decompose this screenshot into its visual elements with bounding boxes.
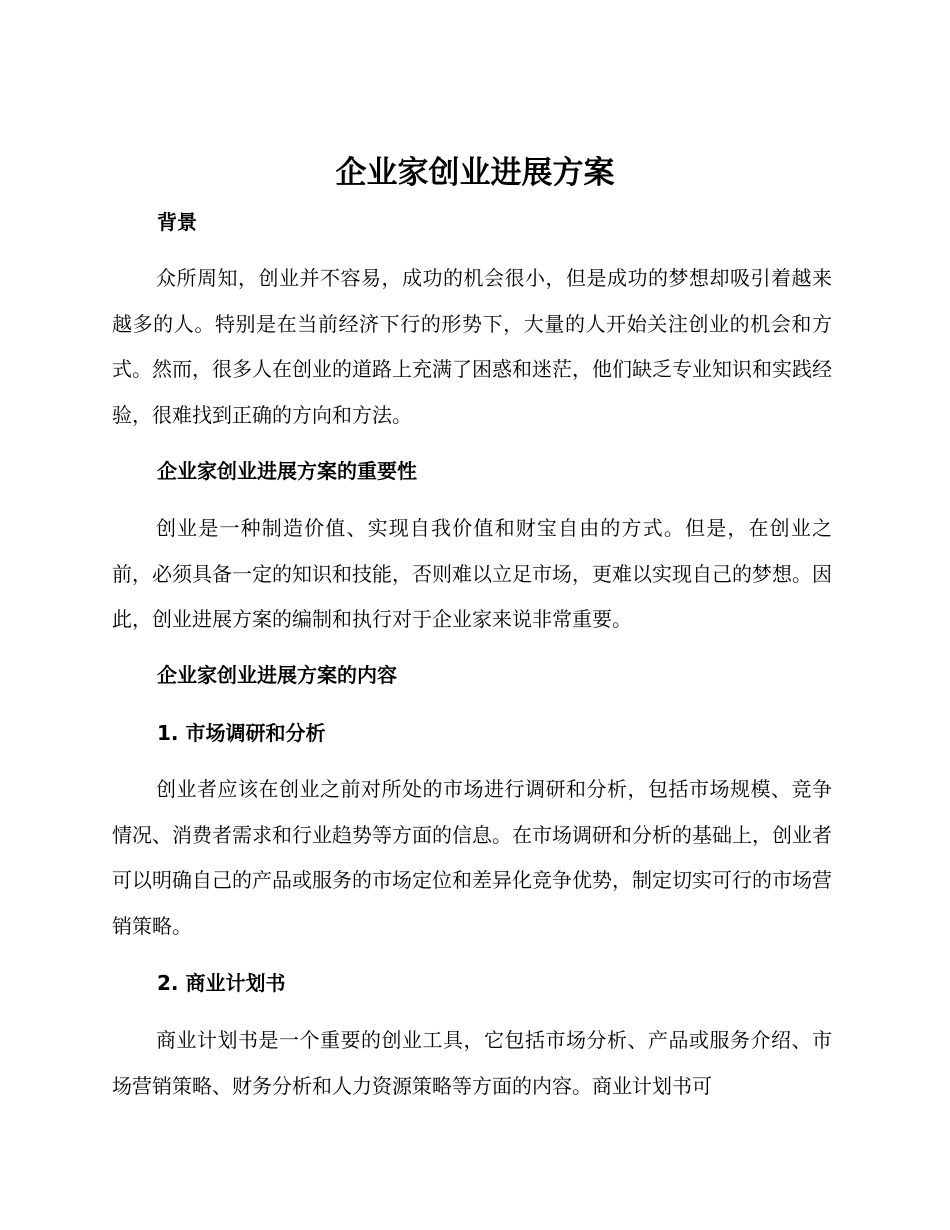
subheading-business-plan: 2. 商业计划书: [157, 971, 286, 995]
paragraph-importance: 创业是一种制造价值、实现自我价值和财宝自由的方式。但是，在创业之前，必须具备一定的知识和技能，否则难以立足市场，更难以实现自己的梦想。因此，创业进展方案的编制和执行对于企业家来说非常重要。: [112, 516, 832, 631]
section-heading-importance: 企业家创业进展方案的重要性: [157, 459, 417, 483]
section-heading-background: 背景: [157, 210, 197, 234]
paragraph-market-research: 创业者应该在创业之前对所处的市场进行调研和分析，包括市场规模、竞争情况、消费者需求和行业趋势等方面的信息。在市场调研和分析的基础上，创业者可以明确自己的产品或服务的市场定位和差异化竞争优势，制定切实可行的市场营销策略。: [112, 777, 832, 938]
subheading-market-research: 1. 市场调研和分析: [157, 721, 326, 745]
document-title: 企业家创业进展方案: [335, 155, 615, 191]
section-heading-content: 企业家创业进展方案的内容: [157, 663, 397, 687]
paragraph-business-plan: 商业计划书是一个重要的创业工具，它包括市场分析、产品或服务介绍、市场营销策略、财务分析和人力资源策略等方面的内容。商业计划书可: [112, 1028, 832, 1098]
paragraph-background: 众所周知，创业并不容易，成功的机会很小，但是成功的梦想却吸引着越来越多的人。特别是在当前经济下行的形势下，大量的人开始关注创业的机会和方式。然而，很多人在创业的道路上充满了困惑和迷茫，他们缺乏专业知识和实践经验，很难找到正确的方向和方法。: [112, 266, 832, 427]
